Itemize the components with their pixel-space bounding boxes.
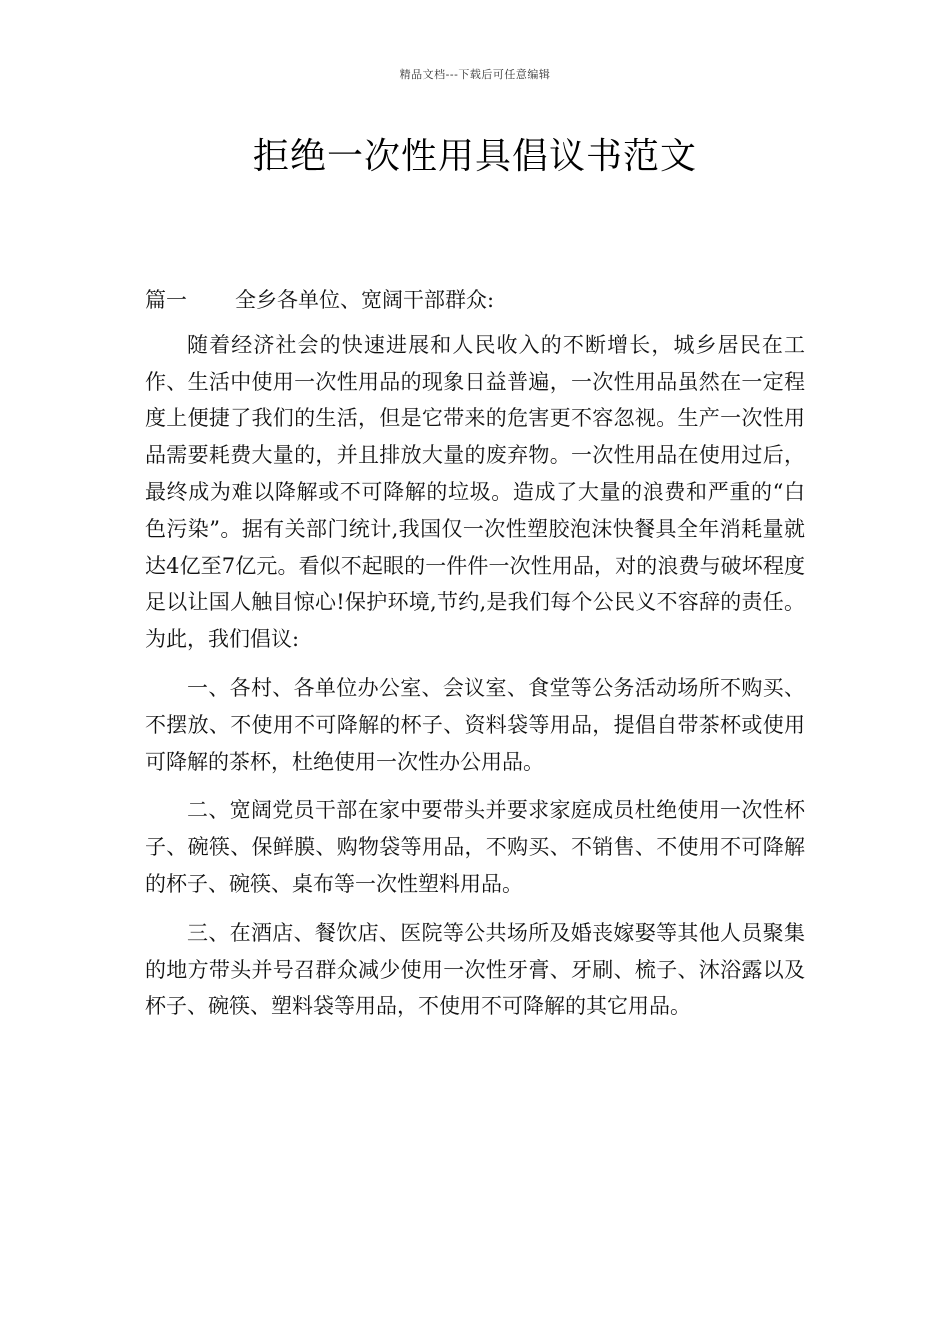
salutation: 全乡各单位、宽阔干部群众:	[235, 288, 495, 312]
section-label: 篇一	[145, 288, 187, 312]
document-title: 拒绝一次性用具倡议书范文	[252, 136, 697, 177]
paragraph-proposal-3: 三、在酒店、餐饮店、医院等公共场所及婚丧嫁娶等其他人员聚集的地方带头并号召群众减少使用一次性牙膏、牙刷、梳子、沐浴露以及杯子、碗筷、塑料袋等用品，不使用不可降解的其它用品。	[145, 920, 805, 1019]
paragraph-proposal-2: 二、宽阔党员干部在家中要带头并要求家庭成员杜绝使用一次性杯子、碗筷、保鲜膜、购物袋等用品，不购买、不销售、不使用不可降解的杯子、碗筷、桌布等一次性塑料用品。	[145, 798, 805, 896]
paragraph-proposal-1: 一、各村、各单位办公室、会议室、食堂等公务活动场所不购买、不摆放、不使用不可降解的杯子、资料袋等用品，提倡自带茶杯或使用可降解的茶杯，杜绝使用一次性办公用品。	[145, 675, 805, 774]
header-note: 精品文档---下载后可任意编辑	[399, 68, 551, 81]
opening-line	[145, 282, 805, 319]
document-body	[145, 282, 805, 1025]
paragraph-intro: 随着经济社会的快速进展和人民收入的不断增长，城乡居民在工作、生活中使用一次性用品的现象日益普遍，一次性用品虽然在一定程度上便捷了我们的生活，但是它带来的危害更不容忽视。生产一次性用品需要耗费大量的，并且排放大量的废弃物。一次性用品在使用过后，最终成为难以降解或不可降解的垃圾。造成了大量的浪费和严重的“白色污染”。据有关部门统计,我国仅一次性塑胶泡沫快餐具全年消耗量就达4亿至7亿元。看似不起眼的一件件一次性用品，对的浪费与破坏程度足以让国人触目惊心!保护环境,节约,是我们每个公民义不容辞的责任。为此，我们倡议:	[145, 332, 805, 652]
